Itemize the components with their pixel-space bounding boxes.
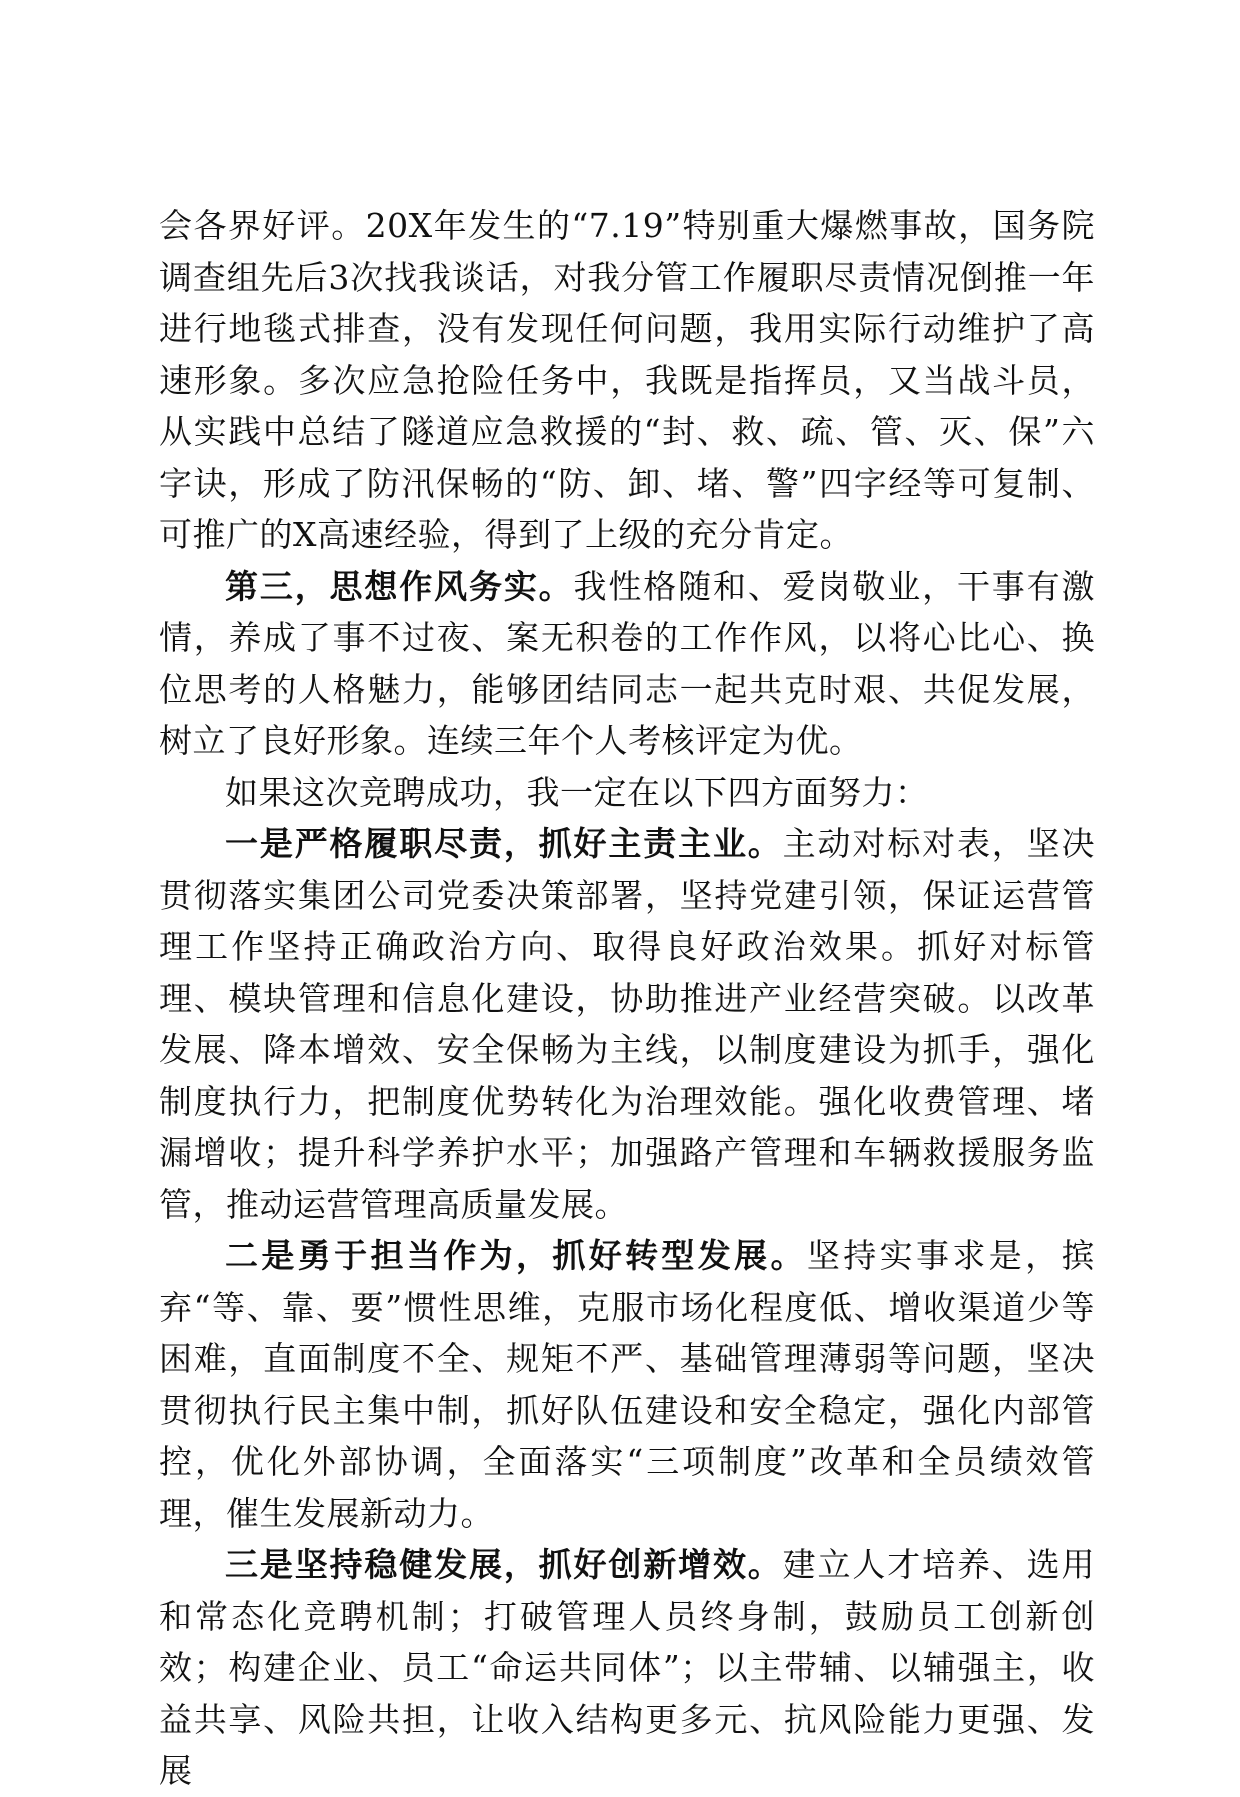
- paragraph-4-text: 主动对标对表，坚决贯彻落实集团公司党委决策部署，坚持党建引领，保证运营管理工作坚持正确政治方向、取得良好政治效果。抓好对标管理、模块管理和信息化建设，协助推进产业经营突破。以改革发展、降本增效、安全保畅为主线，以制度建设为抓手，强化制度执行力，把制度优势转化为治理效能。强化收费管理、堵漏增收；提升科学养护水平；加强路产管理和车辆救援服务监管，推动运营管理高质量发展。: [159, 824, 1096, 1224]
- paragraph-2-heading: 第三，思想作风务实。: [225, 566, 574, 606]
- paragraph-4: [159, 818, 1095, 1230]
- paragraph-6-heading: 三是坚持稳健发展，抓好创新增效。: [225, 1545, 783, 1584]
- paragraph-2-text: 我性格随和、爱岗敬业，干事有激情，养成了事不过夜、案无积卷的工作作风，以将心比心、换位思考的人格魅力，能够团结同志一起共克时艰、共促发展，树立了良好形象。连续三年个人考核评定为优。: [159, 566, 1096, 760]
- paragraph-5-heading: 二是勇于担当作为，抓好转型发展。: [225, 1236, 807, 1275]
- paragraph-6: [159, 1539, 1095, 1797]
- paragraph-6-text: 建立人才培养、选用和常态化竞聘机制；打破管理人员终身制，鼓励员工创新创效；构建企业、员工“命运共同体”；以主带辅、以辅强主，收益共享、风险共担，让收入结构更多元、抗风险能力更强、发展: [159, 1545, 1096, 1790]
- paragraph-1-text: 会各界好评。20X年发生的“7.19”特别重大爆燃事故，国务院调查组先后3次找我谈话，对我分管工作履职尽责情况倒推一年进行地毯式排查，没有发现任何问题，我用实际行动维护了高速形象。多次应急抢险任务中，我既是指挥员，又当战斗员，从实践中总结了隧道应急救援的“封、救、疏、管、灭、保”六字诀，形成了防汛保畅的“防、卸、堵、警”四字经等可复制、可推广的X高速经验，得到了上级的充分肯定。: [159, 206, 1095, 554]
- document-body: [159, 200, 1095, 1797]
- paragraph-5: [159, 1230, 1095, 1539]
- paragraph-5-text: 坚持实事求是，摈弃“等、靠、要”惯性思维，克服市场化程度低、增收渠道少等困难，直面制度不全、规矩不严、基础管理薄弱等问题，坚决贯彻执行民主集中制，抓好队伍建设和安全稳定，强化内部管控，优化外部协调，全面落实“三项制度”改革和全员绩效管理，催生发展新动力。: [159, 1236, 1096, 1533]
- paragraph-4-heading: 一是严格履职尽责，抓好主责主业。: [225, 824, 783, 863]
- paragraph-3: [159, 767, 1095, 819]
- paragraph-2: [159, 561, 1095, 767]
- paragraph-1: [159, 200, 1095, 561]
- paragraph-3-text: 如果这次竞聘成功，我一定在以下四方面努力：: [225, 772, 929, 812]
